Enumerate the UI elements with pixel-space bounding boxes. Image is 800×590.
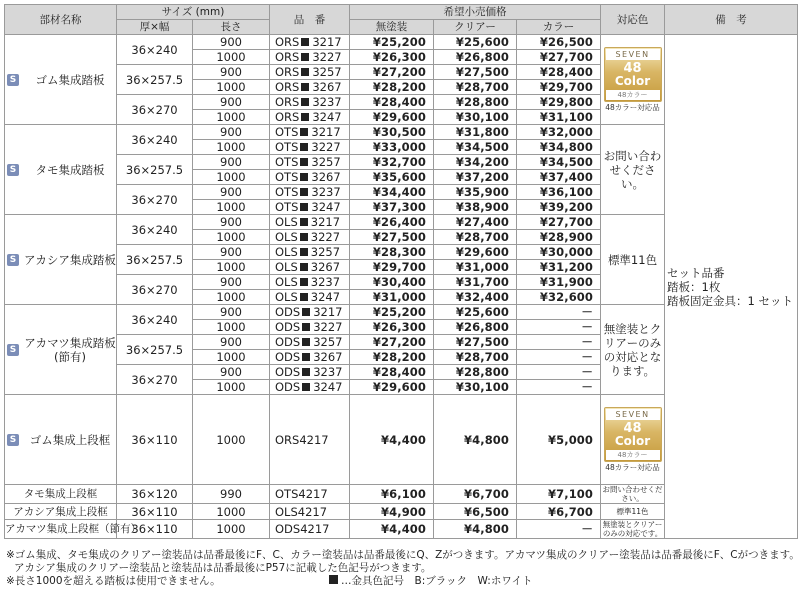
part-prefix: ODS	[275, 380, 301, 394]
material-name: タモ集成踏板	[35, 162, 105, 177]
price-unpainted: ¥37,300	[350, 200, 434, 215]
price-clear: ¥28,700	[434, 80, 517, 95]
material-name: ゴム集成上段框	[29, 432, 111, 447]
thick-width-cell: 36×257.5	[117, 245, 193, 275]
square-mark-icon	[300, 278, 308, 286]
price-unpainted: ¥4,900	[350, 504, 434, 520]
square-mark-icon	[300, 218, 308, 226]
s-mark-icon: S	[7, 344, 19, 356]
square-mark-icon	[302, 308, 310, 316]
material-name-cell	[5, 395, 117, 485]
length-cell: 900	[193, 95, 270, 110]
price-unpainted: ¥26,300	[350, 50, 434, 65]
material-name-cell	[5, 305, 117, 395]
price-table	[4, 4, 798, 539]
length-cell: 1000	[193, 140, 270, 155]
square-mark-icon	[301, 53, 309, 61]
length-cell: 1000	[193, 200, 270, 215]
price-unpainted: ¥28,300	[350, 245, 434, 260]
part-no-cell	[270, 365, 350, 380]
part-no-cell	[270, 380, 350, 395]
part-prefix: ODS	[275, 305, 301, 319]
part-no-cell	[270, 80, 350, 95]
thick-width-cell: 36×240	[117, 125, 193, 155]
part-prefix: OTS	[275, 170, 299, 184]
material-name-cell	[5, 35, 117, 125]
badge-word: Color	[614, 73, 651, 88]
price-clear: ¥28,800	[434, 95, 517, 110]
part-number: 3237	[313, 365, 343, 379]
square-mark-icon	[300, 143, 308, 151]
colors-cell	[601, 35, 665, 125]
length-cell: 900	[193, 35, 270, 50]
price-clear: ¥27,500	[434, 65, 517, 80]
price-clear: ¥31,800	[434, 125, 517, 140]
price-unpainted: ¥30,500	[350, 125, 434, 140]
square-mark-icon	[302, 368, 310, 376]
price-unpainted: ¥29,600	[350, 110, 434, 125]
length-cell: 1000	[193, 380, 270, 395]
price-color: ¥34,800	[517, 140, 601, 155]
price-clear: ¥25,600	[434, 35, 517, 50]
price-clear: ¥27,400	[434, 215, 517, 230]
part-number: 3267	[313, 350, 343, 364]
part-no-cell	[270, 275, 350, 290]
square-mark-icon	[302, 338, 310, 346]
price-color: －	[517, 305, 601, 320]
colors-cell: 標準11色	[601, 215, 665, 305]
part-no-cell	[270, 185, 350, 200]
length-cell: 1000	[193, 260, 270, 275]
length-cell: 1000	[193, 504, 270, 520]
part-number: 3217	[311, 125, 341, 139]
colors-cell	[601, 395, 665, 485]
price-color: ¥29,700	[517, 80, 601, 95]
price-clear: ¥34,500	[434, 140, 517, 155]
material-name: アカシア集成上段框	[5, 504, 117, 520]
header-length: 長さ	[193, 20, 270, 35]
part-no-cell	[270, 125, 350, 140]
header-clear: クリアー	[434, 20, 517, 35]
price-clear: ¥30,100	[434, 110, 517, 125]
price-color: ¥31,100	[517, 110, 601, 125]
header-part-no: 品 番	[270, 5, 350, 35]
part-prefix: ORS	[275, 50, 300, 64]
price-unpainted: ¥26,300	[350, 320, 434, 335]
part-prefix: OTS	[275, 125, 299, 139]
square-mark-icon	[300, 293, 308, 301]
thick-width-cell: 36×110	[117, 395, 193, 485]
price-unpainted: ¥34,400	[350, 185, 434, 200]
thick-width-cell: 36×240	[117, 35, 193, 65]
length-cell: 1000	[193, 520, 270, 539]
badge-brand: SEVEN	[606, 409, 660, 420]
price-unpainted: ¥28,200	[350, 350, 434, 365]
price-table-body	[5, 35, 798, 539]
square-mark-icon	[300, 263, 308, 271]
price-unpainted: ¥28,400	[350, 365, 434, 380]
part-prefix: ODS	[275, 350, 301, 364]
colors-cell: 無塗装とクリアーのみの対応です。	[601, 520, 665, 539]
colors-cell: お問い合わせください。	[602, 485, 663, 503]
part-number: 3247	[313, 380, 343, 394]
price-unpainted: ¥26,400	[350, 215, 434, 230]
price-color: ¥26,500	[517, 35, 601, 50]
footnote-legend	[327, 575, 533, 588]
part-number: 3257	[310, 245, 341, 259]
price-unpainted: ¥25,200	[350, 305, 434, 320]
part-number: 3247	[310, 290, 341, 304]
part-number: 3237	[311, 185, 341, 199]
price-unpainted: ¥4,400	[350, 520, 434, 539]
part-prefix: ORS	[275, 65, 300, 79]
part-no-cell	[270, 215, 350, 230]
price-clear: ¥25,600	[434, 305, 517, 320]
header-size: サイズ (mm)	[117, 5, 270, 20]
part-number: 3267	[311, 170, 341, 184]
square-mark-icon	[301, 98, 309, 106]
price-color: －	[517, 350, 601, 365]
remarks-cell	[665, 35, 798, 539]
square-mark-icon	[301, 83, 309, 91]
price-clear: ¥30,100	[434, 380, 517, 395]
part-no-cell	[270, 155, 350, 170]
price-unpainted: ¥27,500	[350, 230, 434, 245]
price-clear: ¥31,700	[434, 275, 517, 290]
price-unpainted: ¥31,000	[350, 290, 434, 305]
part-prefix: OLS	[275, 260, 298, 274]
part-number: 3267	[310, 260, 341, 274]
header-colors: 対応色	[601, 5, 665, 35]
thick-width-cell: 36×110	[117, 504, 193, 520]
price-color: ¥7,100	[517, 485, 601, 504]
length-cell: 900	[193, 65, 270, 80]
length-cell: 900	[193, 215, 270, 230]
part-number: 3247	[312, 110, 342, 124]
price-color: ¥39,200	[517, 200, 601, 215]
s-mark-icon: S	[7, 164, 19, 176]
length-cell: 990	[193, 485, 270, 504]
footnote-2: アカシア集成のクリアー塗装品と塗装品は品番最後にP57に記載した色記号がつきます。	[14, 562, 432, 574]
length-cell: 900	[193, 185, 270, 200]
material-name: ゴム集成踏板	[35, 72, 105, 87]
square-mark-icon	[300, 203, 308, 211]
price-clear: ¥37,200	[434, 170, 517, 185]
remarks-line: 踏板固定金具：1 セット	[667, 293, 793, 308]
table-row	[5, 35, 798, 50]
price-color: ¥27,700	[517, 215, 601, 230]
remarks-line: セット品番	[667, 265, 725, 280]
part-prefix: ORS	[275, 110, 300, 124]
thick-width-cell: 36×257.5	[117, 155, 193, 185]
part-no-cell: OTS4217	[270, 485, 350, 504]
square-mark-icon	[302, 323, 310, 331]
material-name: アカマツ集成上段框（節有）	[5, 520, 117, 539]
part-prefix: ORS	[275, 80, 300, 94]
price-unpainted: ¥29,600	[350, 380, 434, 395]
price-color: －	[517, 380, 601, 395]
price-color: ¥30,000	[517, 245, 601, 260]
length-cell: 900	[193, 305, 270, 320]
part-number: 3217	[312, 35, 342, 49]
price-clear: ¥6,700	[434, 485, 517, 504]
price-unpainted: ¥29,700	[350, 260, 434, 275]
length-cell: 1000	[193, 290, 270, 305]
part-number: 3257	[311, 155, 341, 169]
square-mark-icon	[302, 353, 310, 361]
price-clear: ¥32,400	[434, 290, 517, 305]
part-prefix: OLS	[275, 275, 298, 289]
badge-caption: 48カラー対応品	[605, 462, 660, 472]
part-number: 3227	[310, 230, 341, 244]
price-unpainted: ¥30,400	[350, 275, 434, 290]
part-prefix: OLS	[275, 230, 298, 244]
length-cell: 1000	[193, 170, 270, 185]
remarks-line: 踏板：1枚	[667, 279, 721, 294]
part-number: 3257	[313, 335, 343, 349]
square-mark-icon	[300, 158, 308, 166]
price-clear: ¥38,900	[434, 200, 517, 215]
colors-cell: お問い合わせください。	[601, 125, 665, 215]
square-mark-icon	[300, 248, 308, 256]
length-cell: 900	[193, 335, 270, 350]
part-prefix: ORS	[275, 95, 300, 109]
part-no-cell	[270, 260, 350, 275]
square-mark-icon	[301, 68, 309, 76]
material-name-cell	[5, 215, 117, 305]
length-cell: 1000	[193, 350, 270, 365]
header-price: 希望小売価格	[350, 5, 601, 20]
part-number: 3217	[313, 305, 343, 319]
part-no-cell: OLS4217	[270, 504, 350, 520]
header-color: カラー	[517, 20, 601, 35]
price-clear: ¥26,800	[434, 50, 517, 65]
part-no-cell	[270, 320, 350, 335]
thick-width-cell: 36×270	[117, 95, 193, 125]
length-cell: 1000	[193, 395, 270, 485]
part-number: 3237	[310, 275, 341, 289]
price-unpainted: ¥6,100	[350, 485, 434, 504]
length-cell: 1000	[193, 80, 270, 95]
square-mark-icon	[329, 575, 338, 584]
part-no-cell: ORS4217	[270, 395, 350, 485]
square-mark-icon	[302, 383, 310, 391]
price-clear: ¥34,200	[434, 155, 517, 170]
price-color: ¥6,700	[517, 504, 601, 520]
badge-sub: 48カラー	[606, 450, 660, 460]
part-prefix: OTS	[275, 155, 299, 169]
length-cell: 900	[193, 365, 270, 380]
price-color: ¥31,900	[517, 275, 601, 290]
part-number: 3217	[310, 215, 341, 229]
part-no-cell	[270, 170, 350, 185]
length-cell: 1000	[193, 50, 270, 65]
part-no-cell	[270, 65, 350, 80]
part-no-cell	[270, 95, 350, 110]
price-clear: ¥6,500	[434, 504, 517, 520]
price-unpainted: ¥27,200	[350, 335, 434, 350]
price-unpainted: ¥28,200	[350, 80, 434, 95]
badge-word: Color	[614, 433, 651, 448]
price-color: －	[517, 320, 601, 335]
part-prefix: OTS	[275, 140, 299, 154]
colors-cell: 標準11色	[601, 504, 665, 520]
price-color: ¥27,700	[517, 50, 601, 65]
price-color: ¥31,200	[517, 260, 601, 275]
price-color: ¥37,400	[517, 170, 601, 185]
square-mark-icon	[300, 173, 308, 181]
square-mark-icon	[300, 188, 308, 196]
part-prefix: OTS	[275, 185, 299, 199]
price-unpainted: ¥27,200	[350, 65, 434, 80]
part-number: 3237	[312, 95, 342, 109]
part-no-cell	[270, 35, 350, 50]
length-cell: 900	[193, 125, 270, 140]
header-remarks: 備 考	[665, 5, 798, 35]
length-cell: 1000	[193, 320, 270, 335]
price-unpainted: ¥32,700	[350, 155, 434, 170]
badge-number: 48	[623, 60, 642, 76]
price-clear: ¥27,500	[434, 335, 517, 350]
price-color: ¥29,800	[517, 95, 601, 110]
thick-width-cell: 36×270	[117, 365, 193, 395]
part-number: 3267	[312, 80, 342, 94]
part-number: 3257	[312, 65, 342, 79]
part-no-cell	[270, 110, 350, 125]
part-prefix: OLS	[275, 215, 298, 229]
header-thick-width: 厚×幅	[117, 20, 193, 35]
badge-brand: SEVEN	[606, 49, 660, 60]
header-material-name: 部材名称	[5, 5, 117, 35]
colors-cell: 無塗装とクリアーのみの対応となります。	[601, 305, 665, 395]
badge-number: 48	[623, 420, 642, 436]
price-clear: ¥31,000	[434, 260, 517, 275]
part-no-cell	[270, 200, 350, 215]
length-cell: 900	[193, 275, 270, 290]
price-color: ¥5,000	[517, 395, 601, 485]
part-prefix: OTS	[275, 200, 299, 214]
footnote-legend-text: …金具色記号 B:ブラック W:ホワイト	[341, 575, 533, 587]
part-prefix: ODS	[275, 365, 301, 379]
length-cell: 900	[193, 245, 270, 260]
s-mark-icon: S	[7, 74, 19, 86]
square-mark-icon	[301, 38, 309, 46]
price-unpainted: ¥28,400	[350, 95, 434, 110]
price-color: －	[517, 335, 601, 350]
thick-width-cell: 36×120	[117, 485, 193, 504]
part-number: 3227	[311, 140, 341, 154]
price-color: ¥28,900	[517, 230, 601, 245]
badge-caption: 48カラー対応品	[605, 102, 660, 112]
footnote-3: ※長さ1000を超える踏板は使用できません。	[6, 575, 221, 587]
length-cell: 1000	[193, 110, 270, 125]
part-number: 3227	[313, 320, 343, 334]
material-name: アカシア集成踏板	[24, 252, 116, 267]
price-clear: ¥35,900	[434, 185, 517, 200]
thick-width-cell: 36×240	[117, 215, 193, 245]
s-mark-icon: S	[7, 434, 19, 446]
thick-width-cell: 36×257.5	[117, 65, 193, 95]
header-unpainted: 無塗装	[350, 20, 434, 35]
square-mark-icon	[301, 113, 309, 121]
part-prefix: ORS	[275, 35, 300, 49]
part-prefix: OLS	[275, 290, 298, 304]
price-unpainted: ¥4,400	[350, 395, 434, 485]
part-no-cell	[270, 140, 350, 155]
part-no-cell	[270, 350, 350, 365]
part-prefix: OLS	[275, 245, 298, 259]
price-color: ¥36,100	[517, 185, 601, 200]
part-no-cell	[270, 230, 350, 245]
thick-width-cell: 36×110	[117, 520, 193, 539]
price-clear: ¥28,800	[434, 365, 517, 380]
part-no-cell	[270, 335, 350, 350]
thick-width-cell: 36×270	[117, 185, 193, 215]
thick-width-cell: 36×270	[117, 275, 193, 305]
thick-width-cell: 36×257.5	[117, 335, 193, 365]
price-clear: ¥4,800	[434, 395, 517, 485]
part-no-cell	[270, 245, 350, 260]
price-color: ¥34,500	[517, 155, 601, 170]
part-prefix: ODS	[275, 335, 301, 349]
price-unpainted: ¥25,200	[350, 35, 434, 50]
thick-width-cell: 36×240	[117, 305, 193, 335]
material-name-cell	[5, 125, 117, 215]
48color-badge	[604, 407, 662, 462]
material-name: アカマツ集成踏板 (節有)	[24, 335, 116, 364]
price-clear: ¥28,700	[434, 230, 517, 245]
footnote-1: ※ゴム集成、タモ集成のクリアー塗装品は品番最後にF、C、カラー塗装品は品番最後にQ、Zがつきます。アカマツ集成のクリアー塗装品は品番最後にF、Cがつきます。	[6, 549, 800, 561]
badge-sub: 48カラー	[606, 90, 660, 100]
square-mark-icon	[300, 128, 308, 136]
price-clear: ¥28,700	[434, 350, 517, 365]
price-clear: ¥29,600	[434, 245, 517, 260]
price-unpainted: ¥33,000	[350, 140, 434, 155]
length-cell: 1000	[193, 230, 270, 245]
price-color: －	[517, 520, 601, 539]
length-cell: 900	[193, 155, 270, 170]
s-mark-icon: S	[7, 254, 19, 266]
price-color: ¥28,400	[517, 65, 601, 80]
part-number: 3227	[312, 50, 342, 64]
price-clear: ¥4,800	[434, 520, 517, 539]
48color-badge	[604, 47, 662, 102]
part-number: 3247	[311, 200, 341, 214]
part-no-cell	[270, 290, 350, 305]
part-prefix: ODS	[275, 320, 301, 334]
price-color: ¥32,600	[517, 290, 601, 305]
part-no-cell	[270, 50, 350, 65]
part-no-cell: ODS4217	[270, 520, 350, 539]
price-clear: ¥26,800	[434, 320, 517, 335]
part-no-cell	[270, 305, 350, 320]
price-color: －	[517, 365, 601, 380]
material-name: タモ集成上段框	[5, 485, 117, 504]
square-mark-icon	[300, 233, 308, 241]
price-color: ¥32,000	[517, 125, 601, 140]
price-unpainted: ¥35,600	[350, 170, 434, 185]
